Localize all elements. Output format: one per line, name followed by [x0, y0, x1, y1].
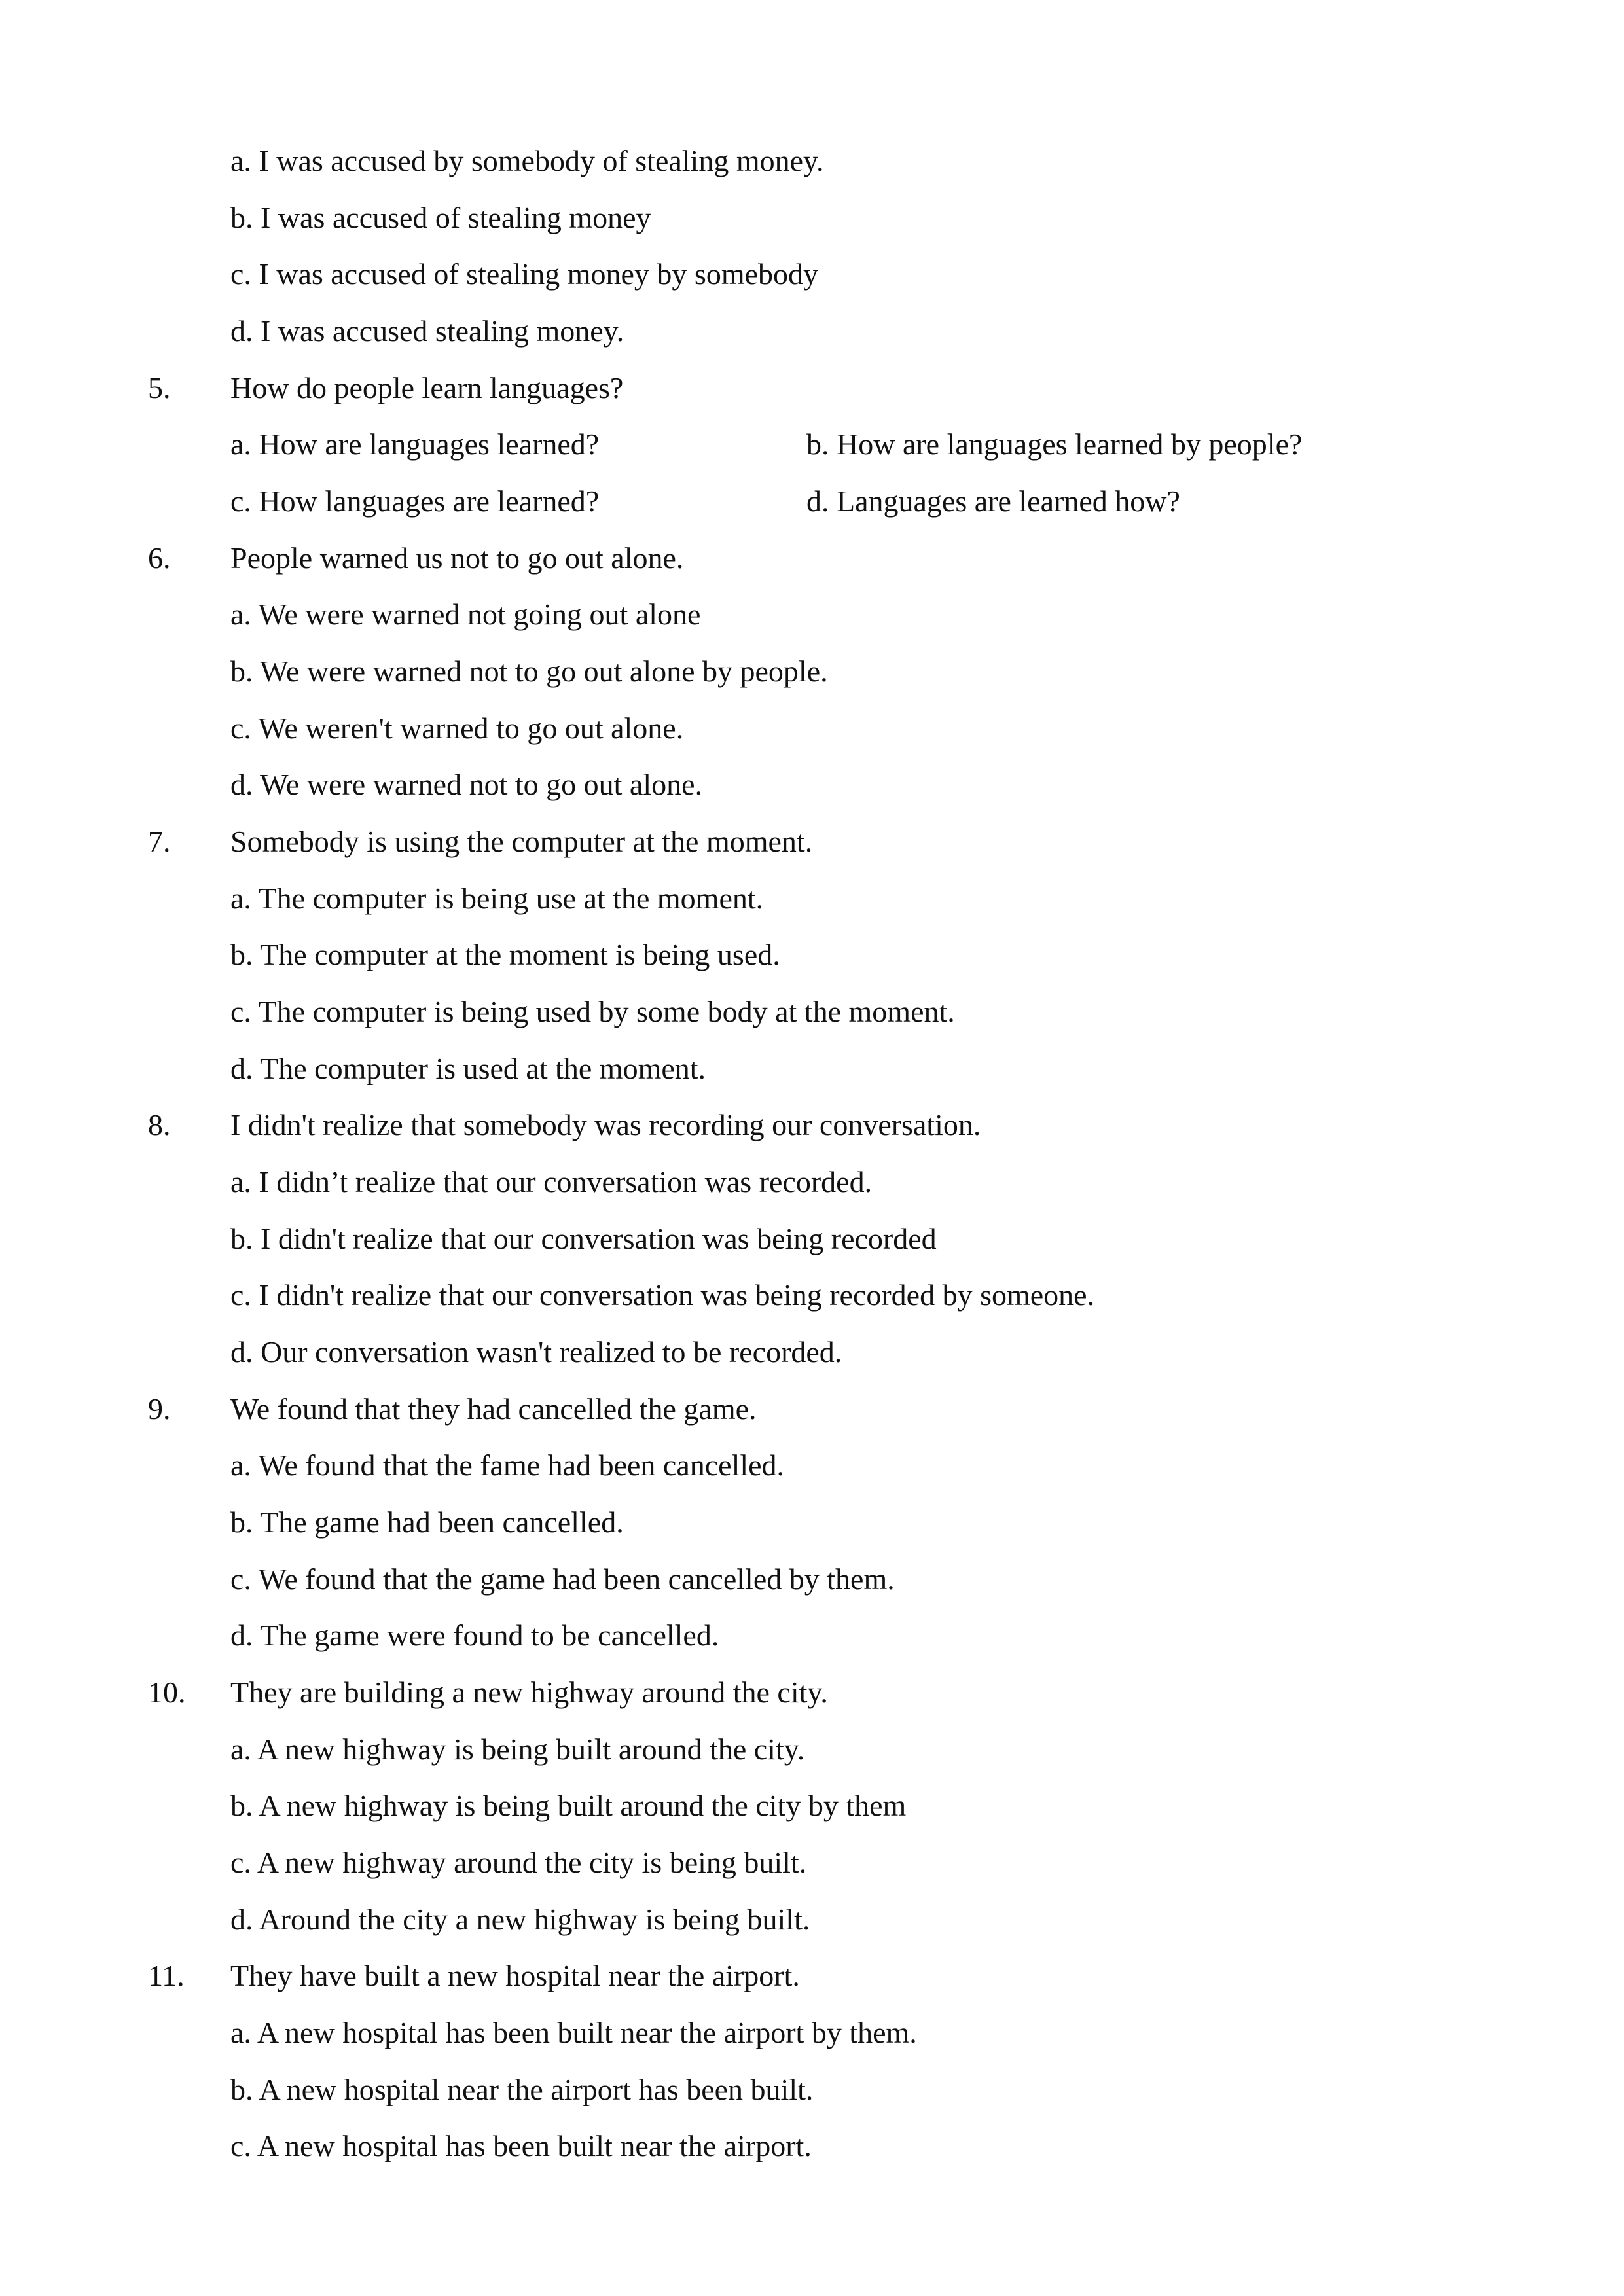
q8-option-d: d. Our conversation wasn't realized to be recorded.	[230, 1335, 842, 1369]
q4-option-c: c. I was accused of stealing money by somebody	[230, 257, 819, 291]
q8-prompt: I didn't realize that somebody was recording our conversation.	[230, 1108, 981, 1141]
q9-prompt: We found that they had cancelled the game.	[230, 1392, 757, 1426]
q6-prompt: People warned us not to go out alone.	[230, 541, 684, 575]
q9-option-c: c. We found that the game had been cancelled by them.	[230, 1562, 895, 1596]
q9-option-d: d. The game were found to be cancelled.	[230, 1619, 719, 1652]
q10-option-d: d. Around the city a new highway is being built.	[230, 1903, 810, 1936]
q8-option-c: c. I didn't realize that our conversation was being recorded by someone.	[230, 1278, 1095, 1312]
q5-prompt: How do people learn languages?	[230, 371, 624, 404]
q4-option-a: a. I was accused by somebody of stealing money.	[230, 144, 824, 177]
q10-number: 10.	[148, 1676, 186, 1709]
q4-option-b: b. I was accused of stealing money	[230, 201, 651, 234]
q6-option-d: d. We were warned not to go out alone.	[230, 768, 703, 801]
q7-prompt: Somebody is using the computer at the moment.	[230, 825, 813, 858]
q7-number: 7.	[148, 825, 171, 858]
q9-number: 9.	[148, 1392, 171, 1426]
q11-number: 11.	[148, 1959, 185, 1992]
q11-prompt: They have built a new hospital near the airport.	[230, 1959, 800, 1992]
q9-option-a: a. We found that the fame had been cancelled.	[230, 1448, 785, 1482]
q7-option-b: b. The computer at the moment is being used.	[230, 938, 780, 971]
q5-option-b: b. How are languages learned by people?	[806, 427, 1303, 461]
q11-option-c: c. A new hospital has been built near the airport.	[230, 2129, 812, 2162]
q10-prompt: They are building a new highway around the city.	[230, 1676, 828, 1709]
q4-option-d: d. I was accused stealing money.	[230, 314, 624, 348]
q5-option-a: a. How are languages learned?	[230, 427, 600, 461]
q6-option-a: a. We were warned not going out alone	[230, 598, 701, 631]
q8-option-b: b. I didn't realize that our conversation was being recorded	[230, 1222, 937, 1255]
q6-option-b: b. We were warned not to go out alone by people.	[230, 655, 828, 688]
q5-number: 5.	[148, 371, 171, 404]
q7-option-a: a. The computer is being use at the moment.	[230, 882, 764, 915]
q7-option-d: d. The computer is used at the moment.	[230, 1052, 706, 1085]
q8-option-a: a. I didn’t realize that our conversation was recorded.	[230, 1165, 873, 1198]
q6-number: 6.	[148, 541, 171, 575]
q9-option-b: b. The game had been cancelled.	[230, 1505, 624, 1539]
q7-option-c: c. The computer is being used by some body at the moment.	[230, 995, 955, 1028]
q6-option-c: c. We weren't warned to go out alone.	[230, 711, 684, 745]
q5-option-c: c. How languages are learned?	[230, 484, 600, 518]
q11-option-b: b. A new hospital near the airport has been built.	[230, 2073, 814, 2106]
q10-option-a: a. A new highway is being built around the city.	[230, 1732, 805, 1766]
q10-option-c: c. A new highway around the city is being built.	[230, 1846, 807, 1879]
q5-option-d: d. Languages are learned how?	[806, 484, 1180, 518]
q10-option-b: b. A new highway is being built around the city by them	[230, 1789, 907, 1822]
q8-number: 8.	[148, 1108, 171, 1141]
q11-option-a: a. A new hospital has been built near the airport by them.	[230, 2016, 917, 2049]
